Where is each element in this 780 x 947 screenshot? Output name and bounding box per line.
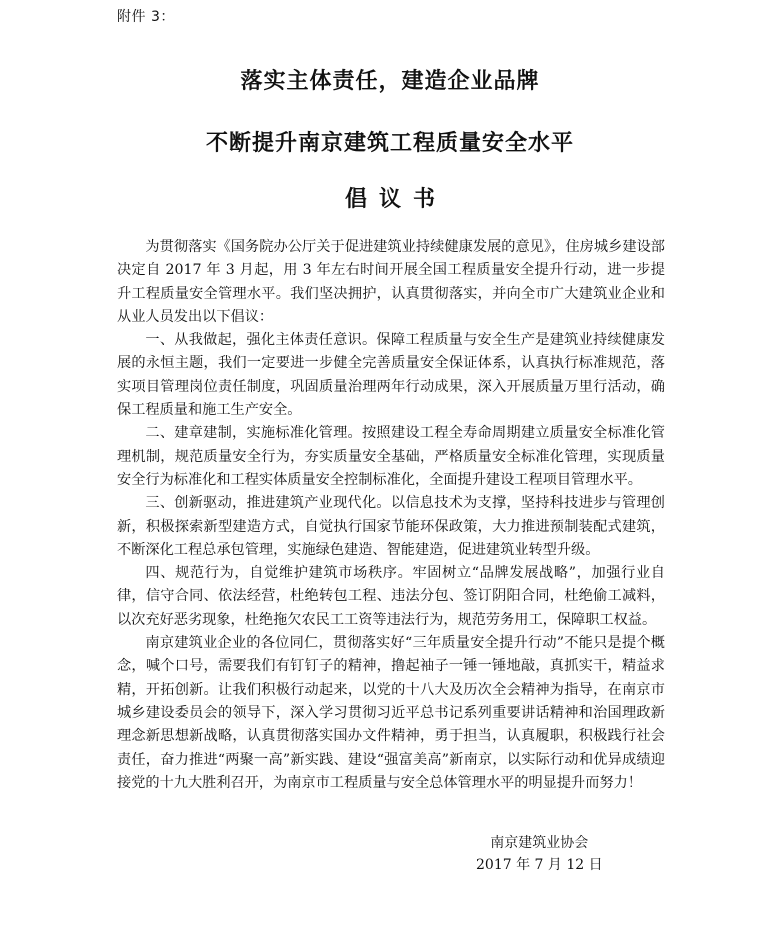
paragraph-item-3: 三、创新驱动，推进建筑产业现代化。以信息技术为支撑，坚持科技进步与管理创新，积极探索新型建造方式，自觉执行国家节能环保政策，大力推进预制装配式建筑，不断深化工程总承包管理，实施绿色建造、智能建造，促进建筑业转型升级。 (117, 495, 665, 558)
signature-date: 2017 年 7 月 12 日 (476, 857, 603, 873)
title-line-3: 倡议书 (344, 187, 447, 212)
attachment-label: 附件 3： (117, 9, 175, 25)
paragraph-closing: 南京建筑业企业的各位同仁，贯彻落实好“三年质量安全提升行动”不能只是提个概念，喊个口号，需要我们有钉钉子的精神，撸起袖子一锤一锤地敲，真抓实干，精益求精，开拓创新。让我们积极行动起来，以党的十八大及历次全会精神为指导，在南京市城乡建设委员会的领导下，深入学习贯彻习近平总书记系列重要讲话精神和治国理政新理念新思想新战略，认真贯彻落实国办文件精神，勇于担当，认真履职，积极践行社会责任，奋力推进“两聚一高”新实践、建设“强富美高”新南京，以实际行动和优异成绩迎接党的十九大胜利召开，为南京市工程质量与安全总体管理水平的明显提升而努力！ (117, 635, 665, 791)
title-line-2: 不断提升南京建筑工程质量安全水平 (205, 131, 574, 156)
title-line-1: 落实主体责任，建造企业品牌 (240, 69, 540, 94)
signature-block (476, 832, 603, 876)
paragraph-item-2: 二、建章建制，实施标准化管理。按照建设工程全寿命周期建立质量安全标准化管理机制，规范质量安全行为，夯实质量安全基础，严格质量安全标准化管理，实现质量安全行为标准化和工程实体质量安全控制标准化，全面提升建设工程项目管理水平。 (117, 425, 665, 488)
paragraph-item-1: 一、从我做起，强化主体责任意识。保障工程质量与安全生产是建筑业持续健康发展的永恒主题，我们一定要进一步健全完善质量安全保证体系，认真执行标准规范，落实项目管理岗位责任制度，巩固质量治理两年行动成果，深入开展质量万里行活动，确保工程质量和施工生产安全。 (117, 332, 665, 419)
paragraph-item-4: 四、规范行为，自觉维护建筑市场秩序。牢固树立“品牌发展战略”，加强行业自律，信守合同、依法经营，杜绝转包工程、违法分包、签订阴阳合同，杜绝偷工减料，以次充好恶劣现象，杜绝拖欠农民工工资等违法行为，规范劳务用工，保障职工权益。 (117, 565, 665, 628)
document-body (117, 236, 665, 795)
signature-organization: 南京建筑业协会 (490, 835, 589, 851)
paragraph-intro: 为贯彻落实《国务院办公厅关于促进建筑业持续健康发展的意见》，住房城乡建设部决定自 2017 年 3 月起，用 3 年左右时间开展全国工程质量安全提升行动，进一步提升工程质量安全管理水平。我们坚决拥护，认真贯彻落实，并向全市广大建筑业企业和从业人员发出以下倡议： (117, 239, 665, 325)
